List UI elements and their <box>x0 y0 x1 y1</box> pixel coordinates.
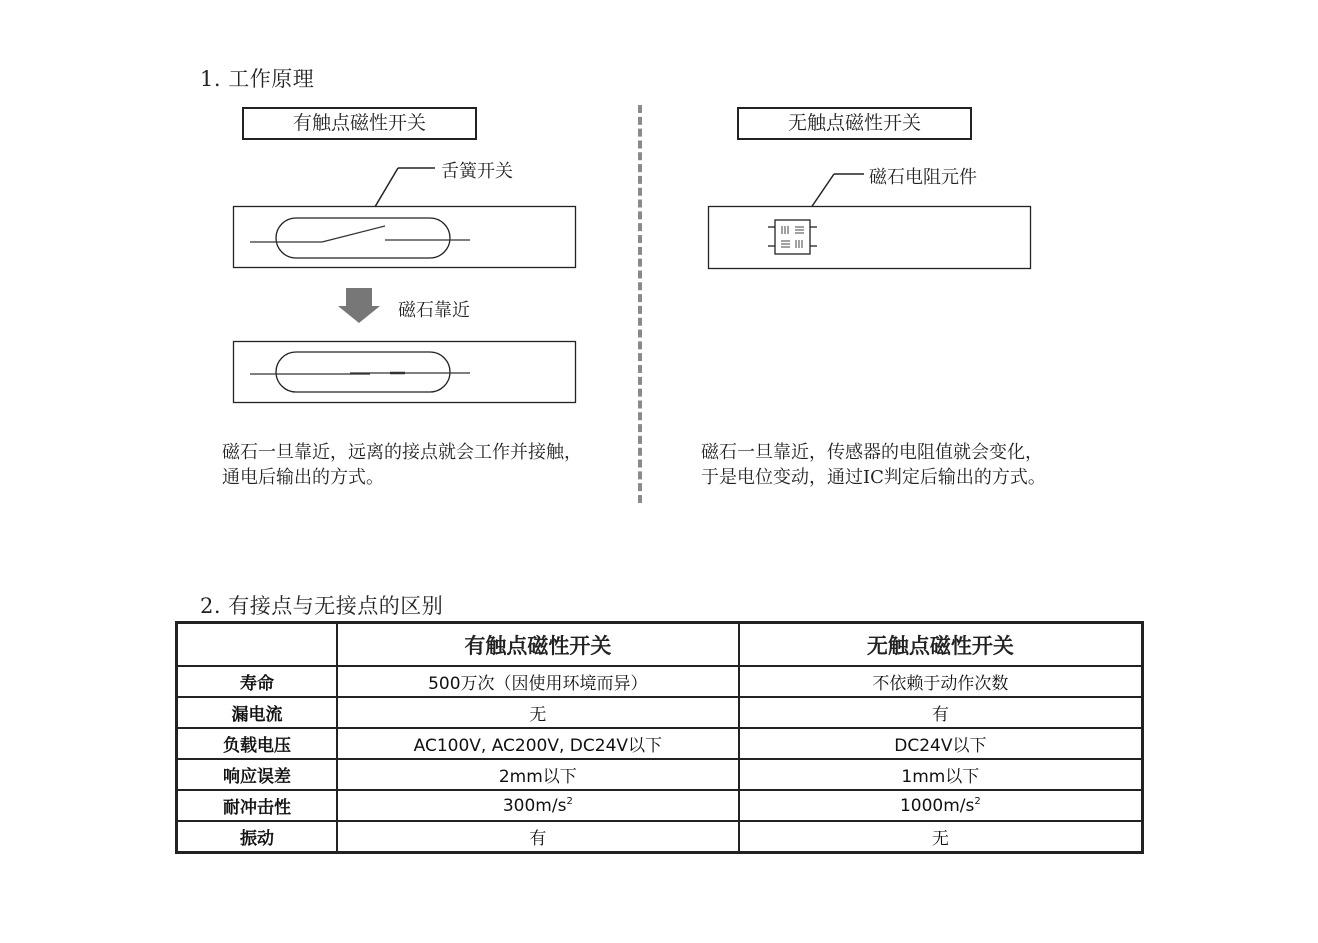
reed-switch-label: 舌簧开关 <box>441 161 513 182</box>
down-arrow-icon <box>338 288 380 323</box>
contactless-value <box>739 790 1143 821</box>
table-row <box>177 821 1143 853</box>
contact-desc-line2: 通电后输出的方式。 <box>222 467 384 488</box>
contactless-sensor-diagram <box>706 165 1036 273</box>
table-row <box>177 697 1143 728</box>
table-header-row <box>177 623 1143 667</box>
contact-value <box>337 790 739 821</box>
contactless-desc-line1: 磁石一旦靠近，传感器的电阻值就会变化， <box>701 442 1043 463</box>
reed-switch-closed <box>234 342 576 403</box>
ic-chip-icon <box>768 220 817 254</box>
magnet-approach-label: 磁石靠近 <box>398 300 470 321</box>
contactless-value-text: 1000m/s <box>899 795 975 816</box>
contact-value: AC100V, AC200V, DC24V以下 <box>337 728 739 759</box>
magneto-resistive-element-label: 磁石电阻元件 <box>869 167 977 188</box>
comparison-table <box>175 621 1144 854</box>
contact-value-exponent: 2 <box>566 795 573 807</box>
contact-value: 无 <box>337 697 739 728</box>
row-label: 响应误差 <box>177 759 337 790</box>
header-empty-cell <box>177 623 337 667</box>
section2-heading: 2. 有接点与无接点的区别 <box>200 594 444 618</box>
row-label: 漏电流 <box>177 697 337 728</box>
contact-desc-line1: 磁石一旦靠近，远离的接点就会工作并接触， <box>222 442 582 463</box>
row-label: 负载电压 <box>177 728 337 759</box>
contactless-value: 不依赖于动作次数 <box>739 666 1143 697</box>
contact-value-text: 300m/s <box>502 795 567 816</box>
contactless-value: DC24V以下 <box>739 728 1143 759</box>
header-contactless-switch: 无触点磁性开关 <box>739 623 1143 667</box>
contactless-desc-line2: 于是电位变动，通过IC判定后输出的方式。 <box>701 467 1046 488</box>
contact-value: 500万次（因使用环境而异） <box>337 666 739 697</box>
contactless-value: 有 <box>739 697 1143 728</box>
contactless-value: 无 <box>739 821 1143 853</box>
contactless-value: 1mm以下 <box>739 759 1143 790</box>
contactless-switch-description <box>701 440 1046 490</box>
contact-value: 2mm以下 <box>337 759 739 790</box>
header-contact-switch: 有触点磁性开关 <box>337 623 739 667</box>
table-row <box>177 666 1143 697</box>
contactless-value-exponent: 2 <box>974 795 981 807</box>
table-row <box>177 728 1143 759</box>
contact-value: 有 <box>337 821 739 853</box>
contact-switch-description <box>222 440 582 490</box>
reed-switch-open <box>234 207 576 268</box>
table-row <box>177 759 1143 790</box>
contactless-switch-title: 无触点磁性开关 <box>737 107 972 140</box>
row-label: 振动 <box>177 821 337 853</box>
section-divider <box>638 105 642 503</box>
row-label: 耐冲击性 <box>177 790 337 821</box>
row-label: 寿命 <box>177 666 337 697</box>
section1-heading: 1. 工作原理 <box>200 67 315 91</box>
reed-switch-diagram <box>230 160 580 405</box>
contact-switch-title: 有触点磁性开关 <box>242 107 477 140</box>
table-row <box>177 790 1143 821</box>
